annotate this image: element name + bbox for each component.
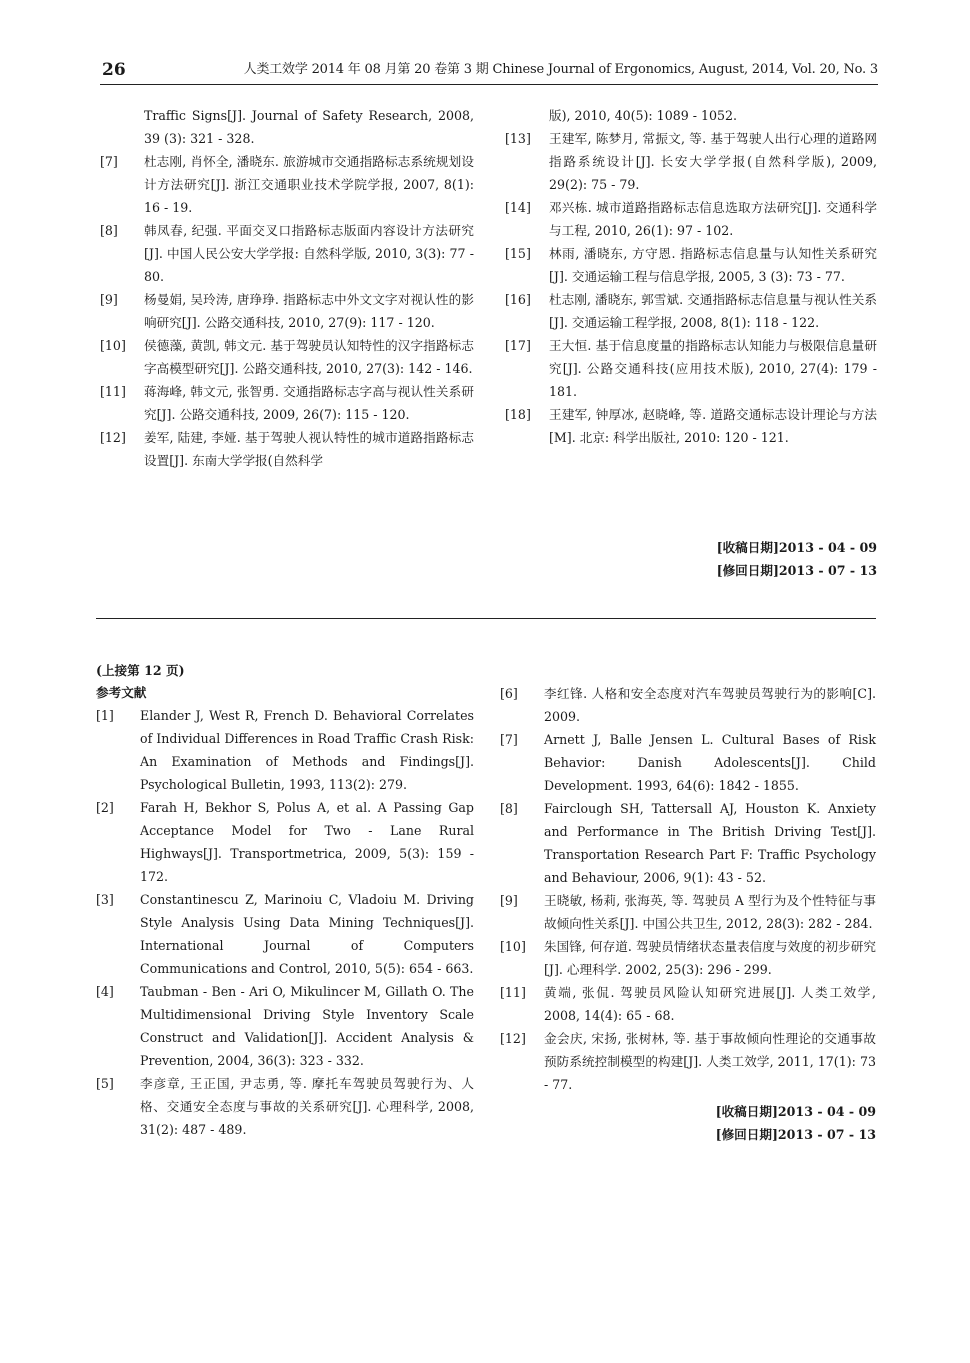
reference-item: [12] 金会庆, 宋扬, 张树林, 等. 基于事故倾向性理论的交通事故预防系统控制模型的构建[J]. 人类工效学, 2011, 17(1): 73 - 77. (500, 1031, 876, 1092)
reference-item: [7] 杜志刚, 肖怀全, 潘晓东. 旅游城市交通指路标志系统规划设计方法研究[J]. 浙江交通职业技术学院学报, 2007, 8(1): 16 - 19. (100, 154, 474, 215)
reference-item: [12] 姜军, 陆建, 李娅. 基于驾驶人视认特性的城市道路指路标志设置[J]. 东南大学学报(自然科学 (100, 430, 474, 468)
reference-item: [5] 李彦章, 王正国, 尹志勇, 等. 摩托车驾驶员驾驶行为、人格、交通安全态度与事故的关系研究[J]. 心理科学, 2008, 31(2): 487 - 489. (96, 1076, 474, 1137)
reference-item: [16] 杜志刚, 潘晓东, 郭雪斌. 交通指路标志信息量与视认性关系[J]. 交通运输工程学报, 2008, 8(1): 118 - 122. (505, 292, 877, 330)
reference-item: [2] Farah H, Bekhor S, Polus A, et al. A Passing Gap Acceptance Model for Two - Lane Rural Highways[J]. Transportmetrica, 2009, 5(3): 159 - 172. (96, 800, 474, 884)
reference-item: [9] 王晓敏, 杨莉, 张海英, 等. 驾驶员 A 型行为及个性特征与事故倾向性关系[J]. 中国公共卫生, 2012, 28(3): 282 - 284. (500, 893, 876, 931)
reference-item: [1] Elander J, West R, French D. Behavioral Correlates of Individual Differences in Road Traffic Crash Risk: An Examination of Methods and Findings[J]. Psychological Bulletin, 1993, 113(2): 279. (96, 708, 474, 792)
bottom-right-column (500, 682, 876, 1146)
reference-item: [17] 王大恒. 基于信息度量的指路标志认知能力与极限信息量研究[J]. 公路交通科技(应用技术版), 2010, 27(4): 179 - 181. (505, 338, 877, 399)
reference-item: [8] Fairclough SH, Tattersall AJ, Houston K. Anxiety and Performance in The British Driving Test[J]. Transportation Research Part F: Traffic Psychology and Behaviour, 2006, 9(1): 43 - 52. (500, 801, 876, 885)
page-number: 26 (102, 60, 126, 80)
top-right-column (505, 104, 877, 449)
reference-item: [8] 韩凤春, 纪强. 平面交叉口指路标志版面内容设计方法研究[J]. 中国人民公安大学学报: 自然科学版, 2010, 3(3): 77 - 80. (100, 223, 474, 284)
bottom-left-column (96, 660, 474, 1141)
reference-item: [18] 王建军, 钟厚冰, 赵晓峰, 等. 道路交通标志设计理论与方法[M]. 北京: 科学出版社, 2010: 120 - 121. (505, 407, 877, 445)
continued-note: (上接第 12 页) (96, 663, 185, 678)
reference-item: [11] 蒋海峰, 韩文元, 张智勇. 交通指路标志字高与视认性关系研究[J]. 公路交通科技, 2009, 26(7): 115 - 120. (100, 384, 474, 422)
top-left-column (100, 104, 474, 472)
received-date: [收稿日期]2013 - 04 - 09 (715, 1104, 876, 1119)
revised-date: [修回日期]2013 - 07 - 13 (715, 1127, 876, 1142)
reference-item: [14] 邓兴栋. 城市道路指路标志信息选取方法研究[J]. 交通科学与工程, 2010, 26(1): 97 - 102. (505, 200, 877, 238)
reference-item: [4] Taubman - Ben - Ari O, Mikulincer M, Gillath O. The Multidimensional Driving Style Inventory Scale Construct and Validation[J]. Accident Analysis & Prevention, 2004, 36(3): 323 - 332. (96, 984, 474, 1068)
top-article-dates (600, 536, 877, 582)
journal-title: 人类工效学 2014 年 08 月第 20 卷第 3 期 Chinese Journal of Ergonomics, August, 2014, Vol. 20, No. 3 (243, 62, 878, 77)
reference-item: [15] 林雨, 潘晓东, 方守恩. 指路标志信息量与认知性关系研究[J]. 交通运输工程与信息学报, 2005, 3 (3): 73 - 77. (505, 246, 877, 284)
references-heading: 参考文献 (96, 685, 147, 700)
reference-item: [9] 杨曼娟, 吴玲涛, 唐琤琤. 指路标志中外文文字对视认性的影响研究[J]. 公路交通科技, 2010, 27(9): 117 - 120. (100, 292, 474, 330)
reference-item: [10] 侯德藻, 黄凯, 韩文元. 基于驾驶员认知特性的汉字指路标志字高模型研究[J]. 公路交通科技, 2010, 27(3): 142 - 146. (100, 338, 474, 376)
bottom-article-dates (500, 1100, 876, 1146)
section-divider (96, 618, 876, 619)
reference-item: [7] Arnett J, Balle Jensen L. Cultural Bases of Risk Behavior: Danish Adolescents[J]. Child Development. 1993, 64(6): 1842 - 1855. (500, 732, 876, 793)
reference-item: [3] Constantinescu Z, Marinoiu C, Vladoiu M. Driving Style Analysis Using Data Mining Techniques[J]. International Journal of Computers Communications and Control, 2010, 5(5): 654 - 663. (96, 892, 474, 976)
reference-item: [11] 黄端, 张侃. 驾驶员风险认知研究进展[J]. 人类工效学, 2008, 14(4): 65 - 68. (500, 985, 876, 1023)
reference-item: [6] 李红锋. 人格和安全态度对汽车驾驶员驾驶行为的影响[C]. 2009. (500, 686, 876, 724)
received-date: [收稿日期]2013 - 04 - 09 (716, 540, 877, 555)
reference-item: [13] 王建军, 陈梦月, 常振文, 等. 基于驾驶人出行心理的道路网指路系统设计[J]. 长安大学学报(自然科学版), 2009, 29(2): 75 - 79. (505, 131, 877, 192)
reference-item: 版), 2010, 40(5): 1089 - 1052. (549, 108, 738, 123)
reference-item: [10] 朱国锋, 何存道. 驾驶员情绪状态量表信度与效度的初步研究[J]. 心理科学. 2002, 25(3): 296 - 299. (500, 939, 876, 977)
running-header (100, 58, 878, 85)
revised-date: [修回日期]2013 - 07 - 13 (716, 563, 877, 578)
reference-item: Traffic Signs[J]. Journal of Safety Research, 2008, 39 (3): 321 - 328. (144, 108, 474, 146)
